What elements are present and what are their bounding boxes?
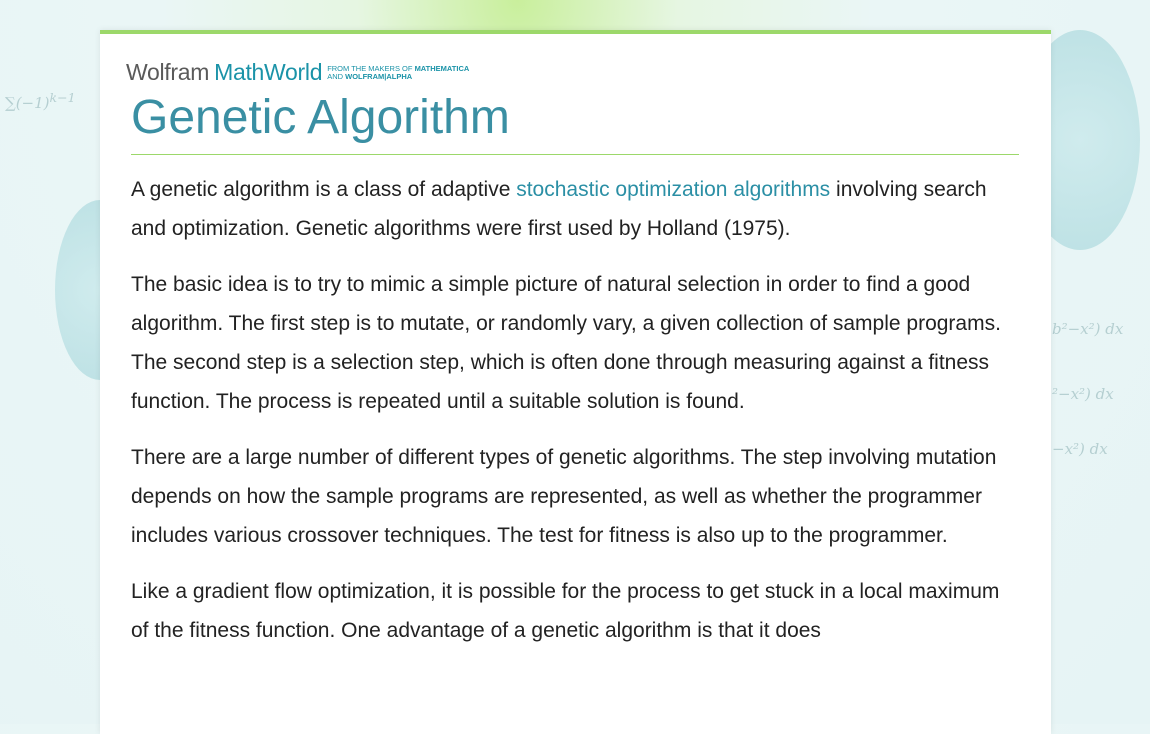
mathworld-logo[interactable] bbox=[126, 59, 469, 86]
stochastic-optimization-link[interactable]: stochastic optimization algorithms bbox=[516, 178, 831, 201]
paragraph: The basic idea is to try to mimic a simple picture of natural selection in order to find a good algorithm. The first step is to mutate, or randomly vary, a given collection of sample programs. The second step is a selection step, which is often done through measuring against a fitness function. The process is repeated until a suitable solution is found. bbox=[131, 273, 1001, 413]
paragraph: A genetic algorithm is a class of adaptive stochastic optimization algorithms involving search and optimization. Genetic algorithms were first used by Holland (1975). bbox=[131, 178, 987, 240]
logo-wolfram: Wolfram bbox=[126, 59, 210, 85]
article-body bbox=[131, 171, 1021, 669]
background-math: $\sum(-1)^{k-1}$ bbox=[5, 90, 76, 112]
title-divider bbox=[131, 154, 1019, 155]
paragraph: Like a gradient flow optimization, it is possible for the process to get stuck in a local maximum of the fitness function. One advantage of a genetic algorithm is that it does bbox=[131, 580, 1000, 643]
logo-mathworld: MathWorld bbox=[214, 59, 323, 85]
background-math: b²−x²) dx bbox=[1052, 320, 1124, 338]
page-title: Genetic Algorithm bbox=[131, 91, 510, 144]
paragraph: There are a large number of different types of genetic algorithms. The step involving mutation depends on how the sample programs are represented, as well as whether the programmer includes various crossover techniques. The test for fitness is also up to the programmer. bbox=[131, 446, 997, 547]
background-math: ²−x²) dx bbox=[1052, 385, 1114, 403]
article-card bbox=[100, 30, 1051, 734]
logo-tagline: FROM THE MAKERS OF MATHEMATICA AND WOLFRAM|ALPHA bbox=[327, 63, 470, 81]
background-math: −x²) dx bbox=[1052, 440, 1108, 458]
